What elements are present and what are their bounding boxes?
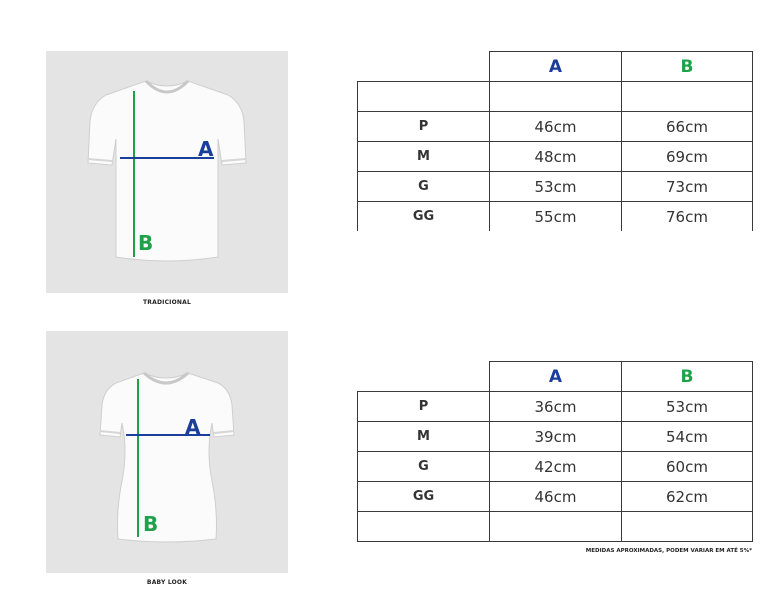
size-cell bbox=[358, 82, 490, 112]
value-a-cell: 42cm bbox=[490, 452, 622, 482]
value-b-cell: 62cm bbox=[622, 482, 753, 512]
size-cell: P bbox=[358, 392, 490, 422]
value-a-cell: 53cm bbox=[490, 172, 622, 202]
value-a-cell: 36cm bbox=[490, 392, 622, 422]
size-table-babylook bbox=[357, 361, 753, 542]
table-row bbox=[358, 202, 753, 232]
value-a-cell: 46cm bbox=[490, 482, 622, 512]
marker-a: A bbox=[198, 137, 214, 161]
size-cell: P bbox=[358, 112, 490, 142]
size-cell: GG bbox=[358, 482, 490, 512]
size-cell: G bbox=[358, 452, 490, 482]
value-a-cell: 39cm bbox=[490, 422, 622, 452]
table-row bbox=[358, 112, 753, 142]
size-cell bbox=[358, 512, 490, 542]
table-row bbox=[358, 142, 753, 172]
table-row bbox=[358, 512, 753, 542]
tshirt-babylook-panel bbox=[46, 331, 288, 573]
measurement-note: MEDIDAS APROXIMADAS, PODEM VARIAR EM ATÉ 5%* bbox=[585, 548, 752, 554]
value-a-cell bbox=[490, 512, 622, 542]
marker-b: B bbox=[143, 512, 159, 536]
value-b-cell bbox=[622, 82, 753, 112]
table-row bbox=[358, 172, 753, 202]
tshirt-traditional-panel bbox=[46, 51, 288, 293]
table-corner bbox=[358, 362, 490, 392]
size-cell: G bbox=[358, 172, 490, 202]
table-row bbox=[358, 452, 753, 482]
header-b: B bbox=[622, 362, 753, 392]
size-cell: GG bbox=[358, 202, 490, 232]
value-b-cell: 54cm bbox=[622, 422, 753, 452]
table-header-row bbox=[358, 52, 753, 82]
value-a-cell bbox=[490, 82, 622, 112]
size-cell: M bbox=[358, 142, 490, 172]
header-a: A bbox=[490, 362, 622, 392]
table-header-row bbox=[358, 362, 753, 392]
header-b: B bbox=[622, 52, 753, 82]
table-row bbox=[358, 482, 753, 512]
value-b-cell: 60cm bbox=[622, 452, 753, 482]
table-row bbox=[358, 82, 753, 112]
value-b-cell: 53cm bbox=[622, 392, 753, 422]
value-a-cell: 48cm bbox=[490, 142, 622, 172]
value-b-cell: 69cm bbox=[622, 142, 753, 172]
size-table-traditional bbox=[357, 51, 753, 231]
value-a-cell: 46cm bbox=[490, 112, 622, 142]
table-row bbox=[358, 392, 753, 422]
value-b-cell: 66cm bbox=[622, 112, 753, 142]
value-b-cell: 73cm bbox=[622, 172, 753, 202]
caption-babylook: BABY LOOK bbox=[146, 579, 188, 586]
tshirt-traditional-icon bbox=[46, 51, 288, 293]
marker-b: B bbox=[138, 231, 154, 255]
table-row bbox=[358, 422, 753, 452]
value-a-cell: 55cm bbox=[490, 202, 622, 232]
table-corner bbox=[358, 52, 490, 82]
size-cell: M bbox=[358, 422, 490, 452]
caption-traditional: TRADICIONAL bbox=[143, 299, 191, 306]
value-b-cell bbox=[622, 512, 753, 542]
marker-a: A bbox=[185, 415, 201, 439]
header-a: A bbox=[490, 52, 622, 82]
tshirt-babylook-icon bbox=[46, 331, 288, 573]
value-b-cell: 76cm bbox=[622, 202, 753, 232]
